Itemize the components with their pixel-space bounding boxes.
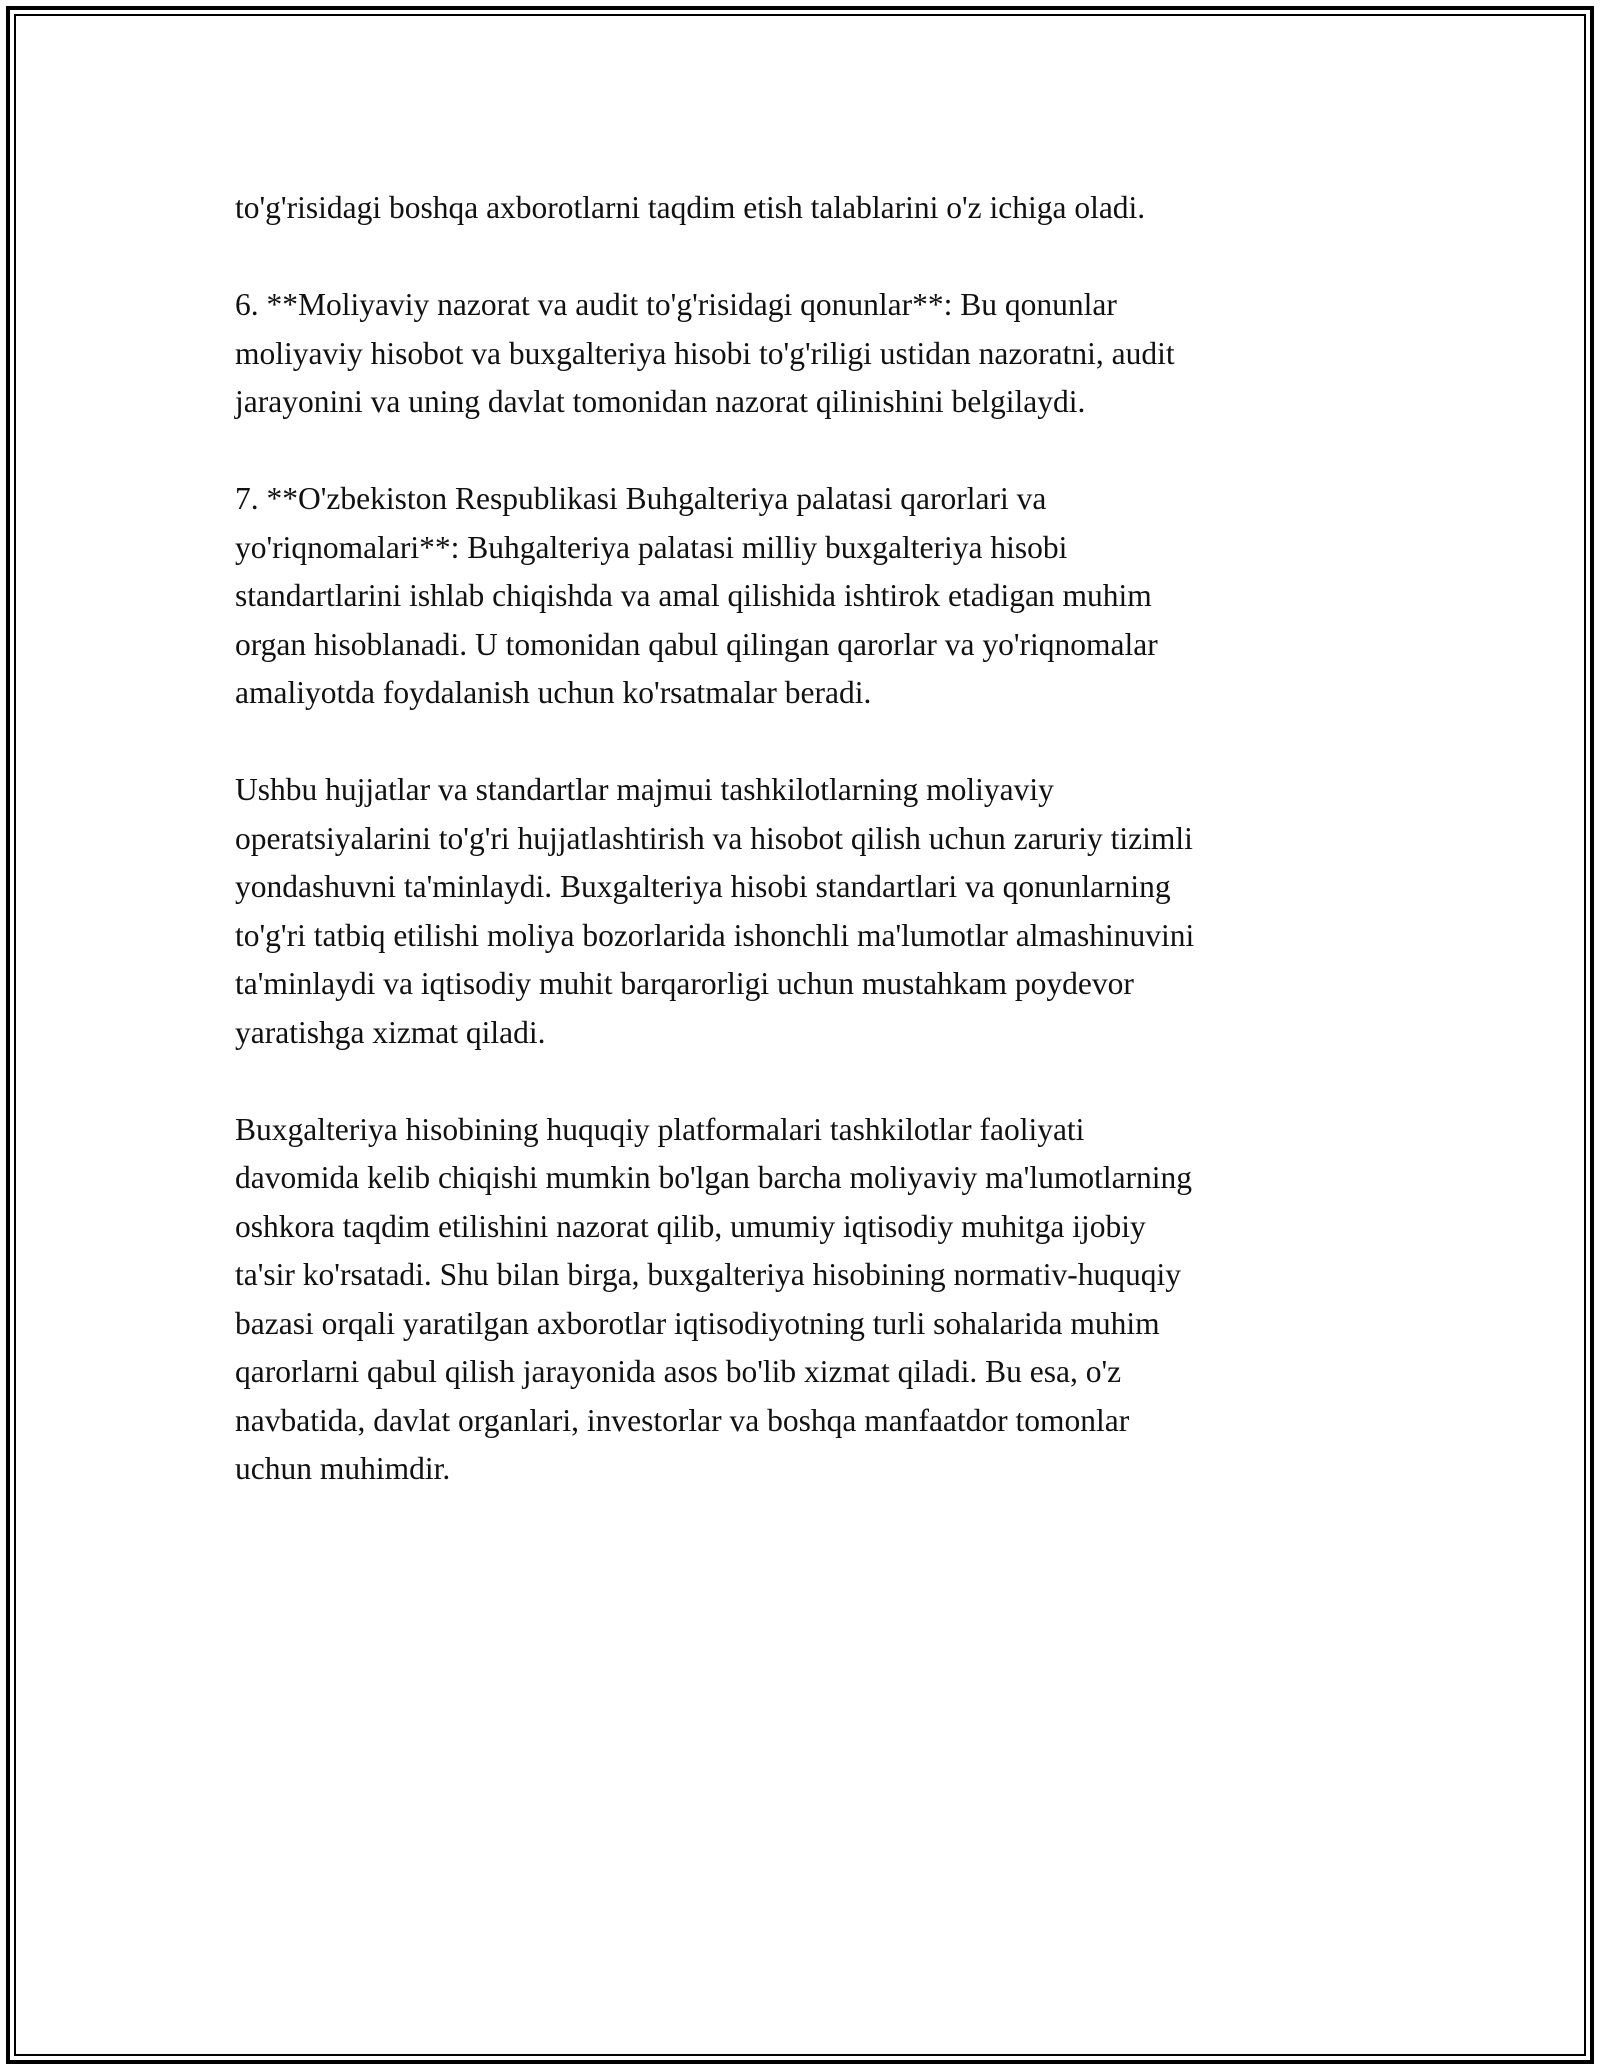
text-line: bazasi orqali yaratilgan axborotlar iqtisodiyotning turli sohalarida muhim (235, 1305, 1160, 1341)
text-line: Ushbu hujjatlar va standartlar majmui tashkilotlarning moliyaviy (235, 772, 1054, 807)
text-line: qarorlarni qabul qilish jarayonida asos bo'lib xizmat qiladi. Bu esa, o'z (235, 1354, 1122, 1389)
text-line: moliyaviy hisobot va buxgalteriya hisobi to'g'riligi ustidan nazoratni, audit (235, 335, 1175, 371)
paragraph-summary (235, 766, 1365, 1057)
text-line: standartlarini ishlab chiqishda va amal qilishida ishtirok etadigan muhim (235, 578, 1152, 613)
paragraph-item-7 (235, 475, 1365, 718)
text-line: yaratishga xizmat qiladi. (235, 1014, 546, 1050)
paragraph-conclusion (235, 1106, 1365, 1494)
text-line: yo'riqnomalari**: Buhgalteriya palatasi milliy buxgalteriya hisobi (235, 529, 1068, 565)
text-line: 6. **Moliyaviy nazorat va audit to'g'risidagi qonunlar**: Bu qonunlar (235, 287, 1117, 322)
text-line: ta'sir ko'rsatadi. Shu bilan birga, buxgalteriya hisobining normativ-huquqiy (235, 1257, 1181, 1292)
text-line: davomida kelib chiqishi mumkin bo'lgan barcha moliyaviy ma'lumotlarning (235, 1160, 1193, 1195)
paragraph-continuation (235, 184, 1365, 233)
text-line: to'g'risidagi boshqa axborotlarni taqdim etish talablarini o'z ichiga oladi. (235, 190, 1146, 225)
text-line: jarayonini va uning davlat tomonidan nazorat qilinishini belgilaydi. (235, 384, 1086, 419)
text-line: uchun muhimdir. (235, 1451, 451, 1486)
paragraph-item-6 (235, 281, 1365, 427)
text-line: Buxgalteriya hisobining huquqiy platformalari tashkilotlar faoliyati (235, 1111, 1085, 1147)
text-line: operatsiyalarini to'g'ri hujjatlashtirish va hisobot qilish uchun zaruriy tizimli (235, 820, 1193, 856)
text-line: organ hisoblanadi. U tomonidan qabul qilingan qarorlar va yo'riqnomalar (235, 626, 1158, 662)
text-line: ta'minlaydi va iqtisodiy muhit barqarorligi uchun mustahkam poydevor (235, 966, 1134, 1001)
text-line: 7. **O'zbekiston Respublikasi Buhgalteriya palatasi qarorlari va (235, 481, 1047, 516)
text-line: navbatida, davlat organlari, investorlar va boshqa manfaatdor tomonlar (235, 1402, 1130, 1438)
document-body (235, 184, 1365, 1542)
text-line: oshkora taqdim etilishini nazorat qilib, umumiy iqtisodiy muhitga ijobiy (235, 1208, 1146, 1244)
text-line: amaliyotda foydalanish uchun ko'rsatmalar beradi. (235, 675, 872, 710)
text-line: to'g'ri tatbiq etilishi moliya bozorlarida ishonchli ma'lumotlar almashinuvini (235, 917, 1195, 953)
text-line: yondashuvni ta'minlaydi. Buxgalteriya hisobi standartlari va qonunlarning (235, 869, 1171, 904)
